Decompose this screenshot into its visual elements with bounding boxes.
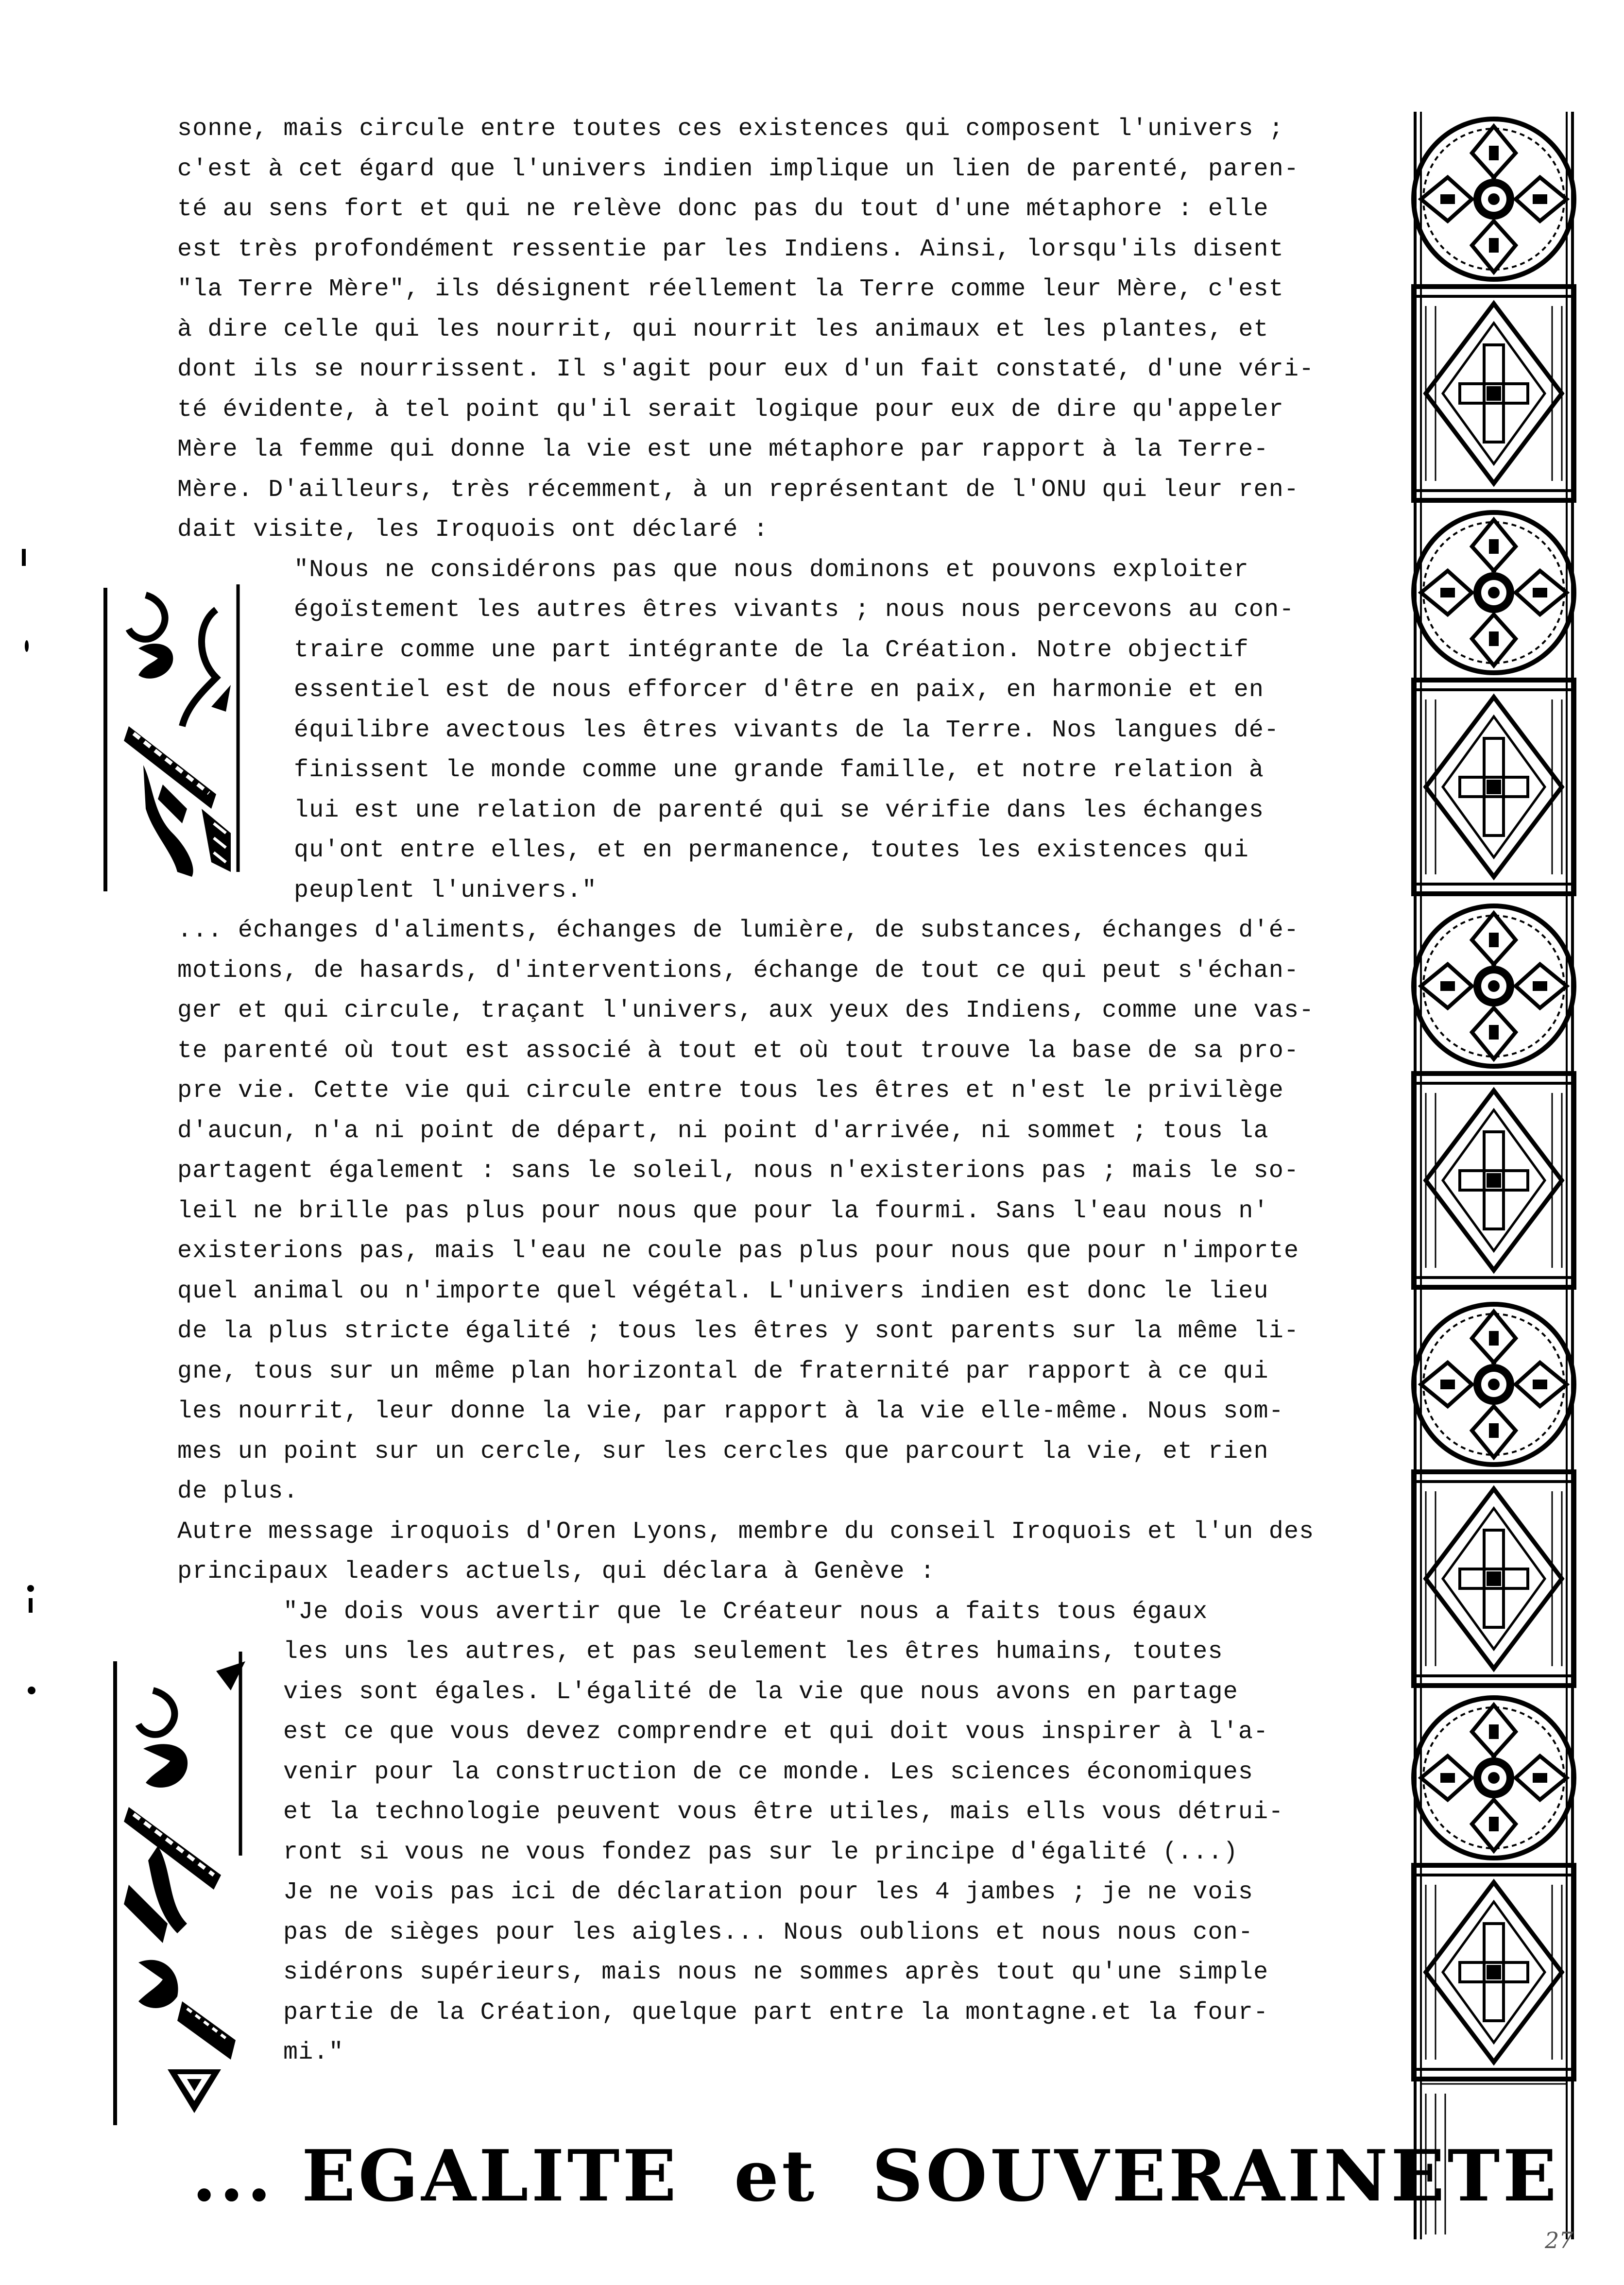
- native-american-geometric-border: [1406, 112, 1581, 2239]
- quote-line: partie de la Création, quelque part entre la montagne.et la four-: [283, 1998, 1269, 2027]
- quote-line: égoïstement les autres êtres vivants ; nous nous percevons au con-: [294, 596, 1295, 624]
- paragraph-line: motions, de hasards, d'interventions, échange de tout ce qui peut s'échan-: [177, 956, 1299, 985]
- quote-line: peuplent l'univers.": [294, 876, 598, 904]
- quote-line: "Je dois vous avertir que le Créateur nous a faits tous égaux: [283, 1598, 1208, 1626]
- paragraph-line: Autre message iroquois d'Oren Lyons, membre du conseil Iroquois et l'un des: [177, 1518, 1315, 1546]
- quote-line: traire comme une part intégrante de la Création. Notre objectif: [294, 636, 1249, 664]
- paragraph-line: est très profondément ressentie par les Indiens. Ainsi, lorsqu'ils disent: [177, 235, 1284, 263]
- paragraph-line: Mère. D'ailleurs, très récemment, à un représentant de l'ONU qui leur ren-: [177, 476, 1299, 504]
- paragraph-2: [177, 911, 1402, 1512]
- quote-line: lui est une relation de parenté qui se vérifie dans les échanges: [294, 796, 1265, 824]
- quote-line: et la technologie peuvent vous être utiles, mais ells vous détrui-: [283, 1798, 1284, 1826]
- quote-line: mi.": [283, 2039, 344, 2066]
- quote-line: Je ne vois pas ici de déclaration pour les 4 jambes ; je ne vois: [283, 1878, 1254, 1906]
- paragraph-line: pre vie. Cette vie qui circule entre tous les êtres et n'est le privilège: [177, 1077, 1284, 1105]
- paragraph-line: quel animal ou n'importe quel végétal. L'univers indien est donc le lieu: [177, 1277, 1269, 1305]
- paragraph-line: les nourrit, leur donne la vie, par rapport à la vie elle-même. Nous som-: [177, 1398, 1284, 1425]
- quote-line: les uns les autres, et pas seulement les êtres humains, toutes: [283, 1638, 1223, 1666]
- paragraph-line: d'aucun, n'a ni point de départ, ni point d'arrivée, ni sommet ; tous la: [177, 1117, 1269, 1145]
- quote-line: vies sont égales. L'égalité de la vie que nous avons en partage: [283, 1678, 1238, 1706]
- page-number: 27: [1545, 2227, 1573, 2253]
- quote-2: [177, 1592, 1402, 2073]
- paragraph-line: Mère la femme qui donne la vie est une métaphore par rapport à la Terre-: [177, 436, 1269, 463]
- paragraph-line: leil ne brille pas plus pour nous que pour la fourmi. Sans l'eau nous n': [177, 1197, 1269, 1225]
- headline: ... EGALITE et SOUVERAINETE: [192, 2135, 1559, 2217]
- quote-line: venir pour la construction de ce monde. Les sciences économiques: [283, 1758, 1254, 1786]
- paragraph-line: ger et qui circule, traçant l'univers, aux yeux des Indiens, comme une vas-: [177, 997, 1315, 1024]
- paragraph-line: dont ils se nourrissent. Il s'agit pour eux d'un fait constaté, d'une véri-: [177, 356, 1315, 383]
- paragraph-1: [177, 109, 1402, 550]
- tribal-motif-icon: [109, 1652, 255, 2128]
- tribal-motif-icon: [100, 580, 245, 896]
- quote-line: essentiel est de nous efforcer d'être en paix, en harmonie et en: [294, 676, 1265, 704]
- quote-line: est ce que vous devez comprendre et qui doit vous inspirer à l'a-: [283, 1718, 1269, 1746]
- paragraph-line: partagent également : sans le soleil, nous n'existerions pas ; mais le so-: [177, 1157, 1299, 1185]
- quote-1: [177, 550, 1402, 911]
- paragraph-line: té évidente, à tel point qu'il serait logique pour eux de dire qu'appeler: [177, 395, 1284, 424]
- paragraph-line: principaux leaders actuels, qui déclara à Genève :: [177, 1558, 936, 1586]
- paragraph-line: té au sens fort et qui ne relève donc pas du tout d'une métaphore : elle: [177, 195, 1269, 223]
- paragraph-line: c'est à cet égard que l'univers indien implique un lien de parenté, paren-: [177, 155, 1299, 183]
- margin-mark: [22, 1579, 41, 1715]
- paragraph-line: ... échanges d'aliments, échanges de lumière, de substances, échanges d'é-: [177, 917, 1299, 944]
- paragraph-line: te parenté où tout est associé à tout et où tout trouve la base de sa pro-: [177, 1037, 1299, 1065]
- quote-line: "Nous ne considérons pas que nous dominons et pouvons exploiter: [294, 556, 1249, 584]
- paragraph-line: dait visite, les Iroquois ont déclaré :: [177, 516, 769, 544]
- quote-line: finissent le monde comme une grande famille, et notre relation à: [294, 756, 1265, 784]
- paragraph-3: [177, 1512, 1402, 1592]
- article-text: [177, 109, 1402, 2073]
- paragraph-line: sonne, mais circule entre toutes ces existences qui composent l'univers ;: [177, 115, 1284, 143]
- paragraph-line: existerions pas, mais l'eau ne coule pas plus pour nous que pour n'importe: [177, 1237, 1299, 1265]
- quote-line: ront si vous ne vous fondez pas sur le principe d'égalité (...): [283, 1838, 1238, 1866]
- margin-mark: [17, 544, 32, 670]
- quote-line: qu'ont entre elles, et en permanence, toutes les existences qui: [294, 836, 1249, 864]
- quote-line: sidérons supérieurs, mais nous ne sommes après tout qu'une simple: [283, 1959, 1269, 1986]
- quote-line: équilibre avectous les êtres vivants de la Terre. Nos langues dé-: [294, 716, 1280, 744]
- paragraph-line: gne, tous sur un même plan horizontal de fraternité par rapport à ce qui: [177, 1357, 1269, 1385]
- paragraph-line: de la plus stricte égalité ; tous les êtres y sont parents sur la même li-: [177, 1317, 1299, 1345]
- paragraph-line: mes un point sur un cercle, sur les cercles que parcourt la vie, et rien: [177, 1437, 1269, 1466]
- paragraph-line: de plus.: [177, 1478, 299, 1505]
- paragraph-line: "la Terre Mère", ils désignent réellement la Terre comme leur Mère, c'est: [177, 275, 1284, 303]
- paragraph-line: à dire celle qui les nourrit, qui nourrit les animaux et les plantes, et: [177, 315, 1269, 343]
- quote-line: pas de sièges pour les aigles... Nous oublions et nous nous con-: [283, 1918, 1254, 1946]
